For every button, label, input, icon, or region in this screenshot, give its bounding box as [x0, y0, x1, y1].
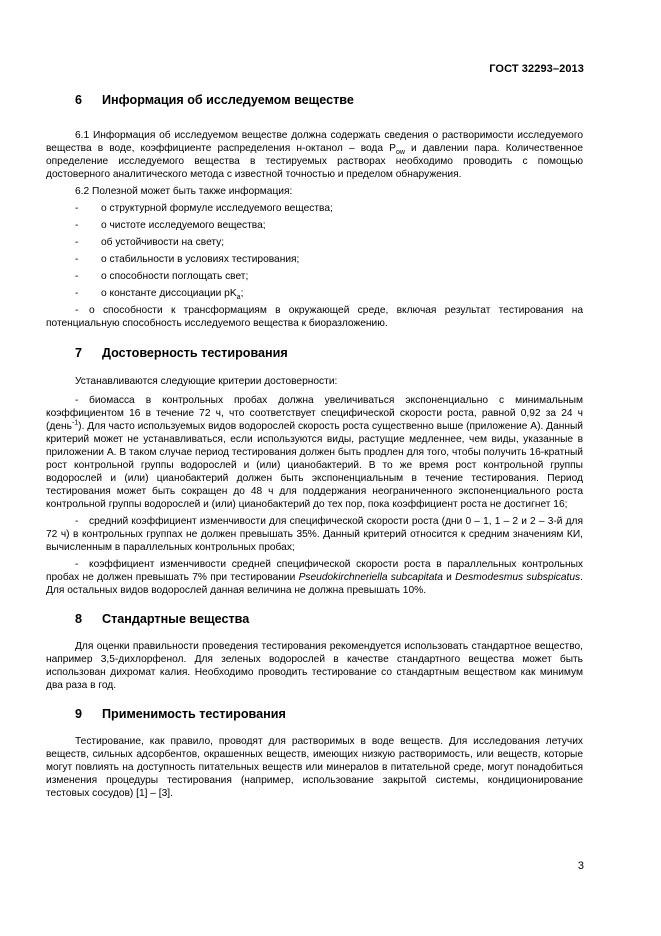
section-6-title: Информация об исследуемом веществе	[102, 93, 354, 107]
species-name-1: Pseudokirchneriella subcapitata	[298, 572, 443, 583]
page-number: 3	[577, 860, 584, 872]
dash-bullet: -	[75, 305, 79, 316]
list-item	[46, 270, 583, 283]
document-body	[46, 88, 583, 800]
section-8-number: 8	[75, 612, 83, 626]
section-7-title: Достоверность тестирования	[102, 346, 288, 360]
day-superscript: -1	[71, 419, 79, 427]
criterion-2	[46, 515, 583, 554]
section-7-heading	[46, 345, 583, 361]
list-item	[46, 219, 583, 232]
pow-subscript: ow	[395, 149, 405, 157]
section-6-heading	[46, 92, 583, 108]
criterion-3-text-c: . Для остальных видов водорослей данная величина не должна превышать 10%.	[46, 572, 583, 596]
list-item-text: о константе диссоциации pK	[101, 288, 237, 299]
dash-bullet: -	[75, 271, 79, 282]
dash-bullet: -	[75, 395, 79, 406]
criterion-3	[46, 558, 583, 597]
criterion-2-text: средний коэффициент изменчивости для специфической скорости роста (дни 0 – 1, 1 – 2 и 2 – 3-й для 72 ч) в контрольных группах не должен превышать 35%. Данный критерий относится к средним значениям КИ, вычисленным в параллельных контрольных пробах;	[46, 516, 583, 553]
list-item-text: о стабильности в условиях тестирования;	[101, 254, 300, 265]
dash-bullet: -	[75, 516, 79, 527]
dash-bullet: -	[75, 220, 79, 231]
section-9-title: Применимость тестирования	[102, 707, 286, 721]
section-9-paragraph: Тестирование, как правило, проводят для растворимых в воде веществ. Для исследования летучих веществ, сильных адсорбентов, окрашенных веществ, имеющих низкую растворимость, или веществ, которые могут повлиять на доступность питательных веществ или минералов в питательной среде, могут понадобиться изменения процедуры тестирования (например, использование закрытой системы, кондиционирование тестовых сосудов) [1] – [3].	[46, 736, 583, 799]
section-8-paragraph: Для оценки правильности проведения тестирования рекомендуется использовать стандартное вещество, например 3,5-дихлорфенол. Для зеленых водорослей в качестве стандартного вещества может быть использован дихромат калия. Необходимо проводить тестирование со стандартным веществом как минимум два раза в год.	[46, 641, 583, 691]
criterion-3-text-b: и	[442, 572, 456, 583]
section-8-heading	[46, 611, 583, 627]
section-9-heading	[46, 706, 583, 722]
list-item-text-end: ;	[240, 288, 244, 299]
section-7-number: 7	[75, 346, 83, 360]
list-item-text: о структурной формуле исследуемого вещества;	[101, 203, 333, 214]
pka-subscript: a	[236, 294, 241, 302]
list-item-text: об устойчивости на свету;	[101, 237, 225, 248]
section-9-number: 9	[75, 707, 83, 721]
criterion-1-text-b: ). Для часто используемых видов водорослей скорость роста существенно выше (приложение А). Данный критерий может не устанавливаться, если используются виды, растущие медленнее, чем виды, указанные в приложении А. В таком случае период тестирования должен быть продлен для того, чтобы получить 16-кратный рост контрольной группы водорослей и (или) цианобактерий. В то же время рост контрольной группы водорослей и (или) цианобактерий должен быть экспоненциальным в течение тестирования. Период тестирования может быть сокращен до 48 ч для поддержания неограниченного экспоненциального роста контрольной группы водорослей и (или) цианобактерий до тех пор, пока коэффициент роста не достигнет 16;	[46, 421, 583, 510]
section-6-1-text-a: 6.1 Информация об исследуемом веществе должна содержать сведения о растворимости исследуемого вещества в воде, коэффициенте распределения н-октанол – вода P	[46, 130, 583, 154]
section-6-info-list	[46, 202, 583, 330]
list-item	[46, 202, 583, 215]
criterion-1-text-a: биомасса в контрольных пробах должна увеличиваться экспоненциально с минимальным коэффициентом 16 в течение 72 ч, что соответствует специфической скорости роста, равной 0,92 за 24 ч (день	[46, 395, 583, 432]
dash-bullet: -	[75, 254, 79, 265]
list-item	[46, 253, 583, 266]
section-7-intro: Устанавливаются следующие критерии достоверности:	[75, 376, 338, 387]
list-item	[46, 236, 583, 249]
species-name-2: Desmodesmus subspicatus	[455, 572, 581, 583]
list-item-text: о способности поглощать свет;	[101, 271, 249, 282]
section-6-1-paragraph	[46, 129, 583, 181]
list-item	[46, 304, 583, 330]
section-6-1-text-b: и давлении пара. Количественное определение исследуемого вещества в тестируемых растворах необходимо проводить с помощью достоверного аналитического метода с известной точностью и пределом обнаружения.	[46, 143, 583, 180]
criterion-1	[46, 394, 583, 511]
criterion-3-text-a: коэффициент изменчивости средней специфической скорости роста в параллельных контрольных пробах не должен превышать 7% при тестировании	[46, 559, 583, 583]
dash-bullet: -	[75, 559, 79, 570]
dash-bullet: -	[75, 203, 79, 214]
list-item-text: о чистоте исследуемого вещества;	[101, 220, 266, 231]
section-8-title: Стандартные вещества	[102, 612, 250, 626]
section-6-number: 6	[75, 93, 83, 107]
dash-bullet: -	[75, 237, 79, 248]
list-item-text: о способности к трансформациям в окружающей среде, включая результат тестирования на потенциальную способность исследуемого вещества к биоразложению.	[46, 305, 583, 329]
section-6-2-paragraph: 6.2 Полезной может быть также информация:	[75, 186, 293, 197]
document-id-header: ГОСТ 32293–2013	[489, 63, 584, 75]
dash-bullet: -	[75, 288, 79, 299]
list-item	[46, 287, 583, 300]
